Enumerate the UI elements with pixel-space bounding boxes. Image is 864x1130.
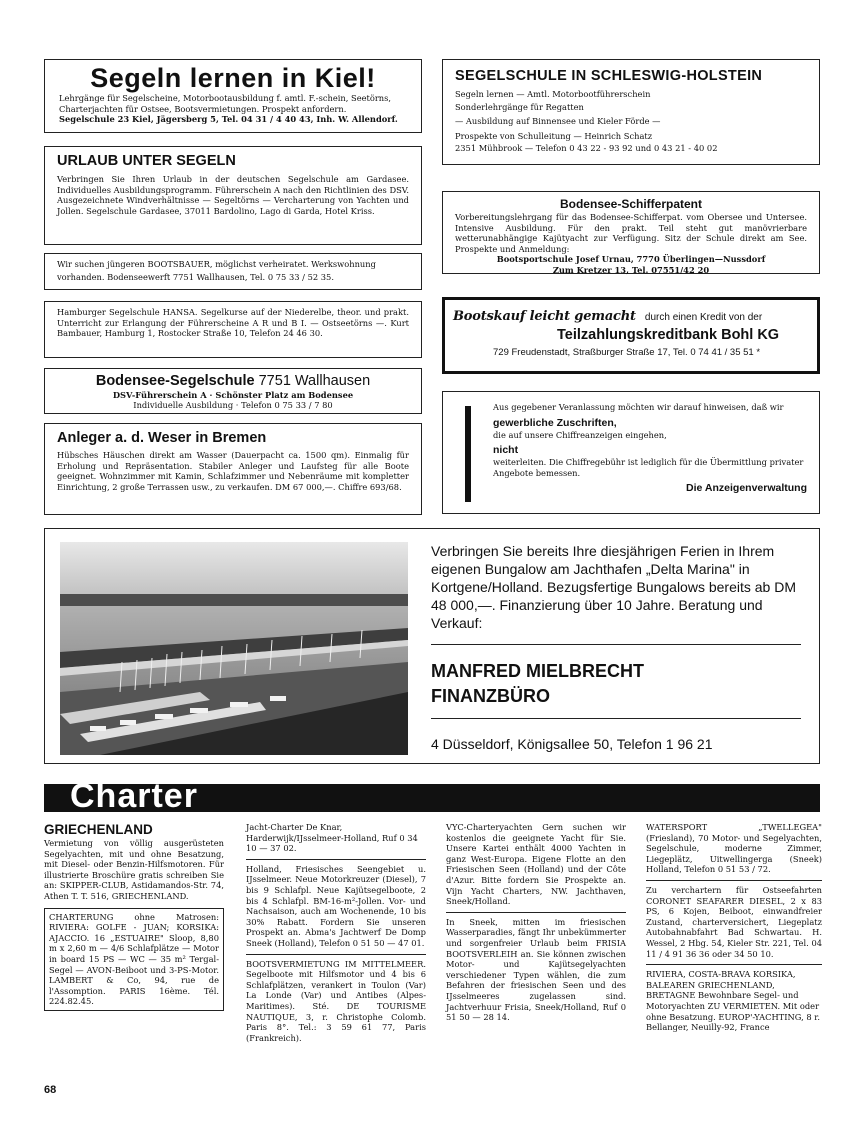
charter-col4-rule1 <box>646 880 822 881</box>
ad-schleswig-line4: Prospekte von Schulleitung — Heinrich Schatz <box>455 130 653 141</box>
charter-col-3 <box>446 822 626 1023</box>
charter-col1-heading: GRIECHENLAND <box>44 822 153 837</box>
page-number: 68 <box>44 1084 57 1096</box>
charter-col4-a: WATERSPORT „TWELLEGEA" (Friesland), 70 Motor- und Segelyachten, Segelschule, moderne Zimmer, Liegeplätz, Uitwellingerga (Sneek) Holland, Telefon 0 51 53 / 72. <box>646 822 822 875</box>
ad-bootsbauer <box>44 253 422 290</box>
charter-col-2 <box>246 822 426 1043</box>
ad-bootskauf-script: Bootskauf leicht gemacht <box>453 309 636 324</box>
charter-col3-rule <box>446 912 626 913</box>
charter-col3-b: In Sneek, mitten im friesischen Wasserparadies, fängt Ihr unbekümmerter und sorgenfreier Urlaub beim FRISIA BOOTSVERLEIH an. Sie können zwischen Motor- und Kajütsegelyachten verschiedener Typen wählen, die zum Befahren der friesischen Seen und des IJsselmeeres zugelassen sind. Jachtverhuur Frisia, Sneek/Holland, Ruf 0 51 50 — 28 14. <box>446 916 626 1023</box>
charter-col2-c: BOOTSVERMIETUNG IM MITTELMEER. Segelboote mit Hilfsmotor und 4 bis 6 Schlafplätzen, verankert in Toulon (Var) La Londe (Var) und Antibes (Alpes-Maritimes). Sté. DE TOURISME NAUTIQUE, 3, r. Christophe Colomb. Paris 8°. Tel.: 3 59 61 77, Paris (Frankreich). <box>246 958 426 1043</box>
ad-bootskauf-bank: Teilzahlungskreditbank Bohl KG <box>557 327 780 343</box>
ad-schifferpatent-body: Vorbereitungslehrgang für das Bodensee-Schifferpat. vom Obersee und Untersee. Intensive Ausbildung. Für den prakt. Teil steht gut manövrierbare wetterunabhängige Kajütyacht zur Verfügung. Sitz der Schule direkt am See. Prospekte und Anmeldung: <box>455 212 807 254</box>
ad-schleswig-title: SEGELSCHULE IN SCHLESWIG-HOLSTEIN <box>455 68 763 84</box>
ad-schifferpatent-title: Bodensee-Schifferpatent <box>559 197 703 211</box>
ad-wallhausen <box>44 368 422 414</box>
notice-intro: Aus gegebener Veranlassung möchten wir darauf hinweisen, daß wir <box>493 402 784 412</box>
ad-schleswig-line3: — Ausbildung auf Binnensee und Kieler Förde — <box>455 116 661 127</box>
ad-bootskauf-address: 729 Freudenstadt, Straßburger Straße 17, Tel. 0 74 41 / 35 51 * <box>493 347 761 358</box>
marina-rule-bottom <box>431 718 801 719</box>
ad-wallhausen-line2: Individuelle Ausbildung · Telefon 0 75 33 / 7 80 <box>133 400 333 410</box>
ad-weser-title: Anleger a. d. Weser in Bremen <box>57 430 267 446</box>
ad-schleswig-line5: 2351 Mühbrook — Telefon 0 43 22 - 93 92 und 0 43 21 - 40 02 <box>455 143 718 154</box>
charter-col2-a: Jacht-Charter De Knar, Harderwijk/IJsselmeer-Holland, Ruf 0 34 10 — 37 02. <box>246 822 418 854</box>
notice-bold2: nicht <box>493 444 519 457</box>
ad-kiel-body: Lehrgänge für Segelscheine, Motorbootausbildung f. amtl. F.-schein, Seetörns, Charterjachten für Ostsee, Bootsvermietungen. Prospekt anfordern. <box>59 93 392 114</box>
ad-schifferpatent <box>442 191 820 274</box>
charter-col2-rule2 <box>246 954 426 955</box>
ad-urlaub-title: URLAUB UNTER SEGELN <box>57 153 236 169</box>
charter-col1-body: Vermietung von völlig ausgerüsteten Segelyachten, mit und ohne Besatzung, mit Diesel- oder Benzin-Hilfsmotoren. Für illustrierte Broschüre gratis schreiben Sie an: SKIPPER-CLUB, Astidamandos-Str. 74, Athen T. T. 516, GRIECHENLAND. <box>44 838 224 901</box>
marina-photo-svg <box>60 542 408 755</box>
charter-col1-box <box>44 908 224 1011</box>
ad-marina <box>44 528 820 764</box>
charter-col1-box-text: CHARTERUNG ohne Matrosen: RIVIERA: GOLFE - JUAN; KORSIKA: AJACCIO. 16 „ESTUAIRE" Sloop, 8,80 m x 2,60 m — 4/6 Schlafplätze — Motor in board 15 PS — WC — 35 m² Tergal-Segel — AVON-Beiboot und 3-PS-Motor. LAMBERT & Co, 94, rue de l'Assomption. PARIS 16ème. Tél. 224.82.45. <box>49 911 219 1007</box>
charter-col2-b: Holland, Friesisches Seengebiet u. IJsselmeer. Neue Motorkreuzer (Diesel), 7 bis 9 Schlafpl. Neue Kajütsegelboote, 2 bis 4 Schlafpl. BM-16-m²-Jollen. Vor- und Nachsaison, auch am Wochenende, 10 bis 30% Rabatt. Fordern Sie unseren Prospekt an. Abma's Jachtwerf De Domp Sneek (Holland), Telefon 0 51 50 — 47 01. <box>246 863 426 948</box>
ad-wallhausen-title-rest: 7751 Wallhausen <box>254 373 371 389</box>
marina-photo <box>60 542 408 755</box>
notice-signature: Die Anzeigenverwaltung <box>686 482 807 495</box>
ad-anzeigenverwaltung <box>442 391 820 514</box>
ad-wallhausen-title-bold: Bodensee-Segelschule <box>95 373 255 389</box>
charter-col4-b: Zu verchartern für Ostseefahrten CORONET SEAFARER DIESEL, 2 x 83 PS, 6 Kojen, Beiboot, einwandfreier Zustand, charterversichert, Liegeplatz Autobahnabfahrt Bad Schwartau. H. Wessel, 2 Hbg. 54, Kieler Str. 221, Tel. 04 11 / 4 91 36 36 oder 34 50 10. <box>646 884 822 959</box>
ad-schifferpatent-contact1: Bootsportschule Josef Urnau, 7770 Überlingen—Nussdorf <box>496 254 766 265</box>
marina-body: Verbringen Sie bereits Ihre diesjährigen Ferien in Ihrem eigenen Bungalow am Jachthafen „Delta Marina" in Kortgene/Holland. Bezugsfertige Bungalows bereits ab DM 48 000,—. Finanzierung über 10 Jahre. Beratung und Verkauf: <box>431 543 796 631</box>
ad-bootskauf <box>442 297 820 374</box>
ad-kiel-title: Segeln lernen in Kiel! <box>90 63 376 93</box>
notice-bar <box>465 406 471 502</box>
charter-banner <box>44 777 820 815</box>
marina-address: 4 Düsseldorf, Königsallee 50, Telefon 1 96 21 <box>431 736 713 752</box>
ad-hansa <box>44 301 422 358</box>
marina-name1: MANFRED MIELBRECHT <box>431 661 644 681</box>
marina-rule-top <box>431 644 801 645</box>
charter-col4-rule2 <box>646 964 822 965</box>
marina-name2: FINANZBÜRO <box>431 686 550 706</box>
ad-hansa-text: Hamburger Segelschule HANSA. Segelkurse auf der Niederelbe, theor. und prakt. Unterricht zur Erlangung der Führerscheine A R und B I. — Ostseetörns —. Kurt Bambauer, Hamburg 1, Rostocker Straße 10, Telefon 24 46 30. <box>57 307 409 339</box>
ad-schleswig-line2: Sonderlehrgänge für Regatten <box>455 101 584 112</box>
ad-schleswig <box>442 59 820 165</box>
ad-bootskauf-headline <box>453 305 809 324</box>
ad-kiel <box>44 59 422 133</box>
ad-schifferpatent-contact2: Zum Kretzer 13, Tel. 07551/42 20 <box>552 264 710 275</box>
ad-weser <box>44 423 422 515</box>
ad-bootskauf-tail: durch einen Kredit von der <box>644 312 763 323</box>
charter-col-1 <box>44 822 224 1011</box>
ad-kiel-contact: Segelschule 23 Kiel, Jägersberg 5, Tel. 04 31 / 4 40 43, Inh. W. Allendorf. <box>59 114 398 125</box>
ad-schleswig-line1: Segeln lernen — Amtl. Motorbootführerschein <box>455 89 651 99</box>
charter-col4-c: RIVIERA, COSTA-BRAVA KORSIKA, BALEAREN GRIECHENLAND, BRETAGNE Bewohnbare Segel- und Motoryachten ZU VERMIETEN. Mit oder ohne Besatzung. EUROP'-YACHTING, 8 r. Bellanger, Neuilly-92, France <box>646 969 820 1033</box>
notice-mid: die auf unsere Chiffreanzeigen eingehen, <box>493 429 667 440</box>
ad-wallhausen-title <box>57 372 409 390</box>
charter-banner-title: Charter <box>70 777 198 815</box>
ad-weser-body: Hübsches Häuschen direkt am Wasser (Dauerpacht ca. 1500 qm). Einmalig für Erholung und Repräsentation. Stabiler Anleger und Laufsteg für alle Boote geeignet. Wohnzimmer mit Kamin, Schlafzimmer und Nebenräume mit kompletter Einrichtung, 2 große Terrassen usw., zu verkaufen. DM 67 000,—. Chiffre 693/68. <box>57 450 409 492</box>
notice-body: weiterleiten. Die Chiffregebühr ist lediglich für die Übermittlung privater Angebote bemessen. <box>493 457 804 478</box>
ad-wallhausen-line1: DSV-Führerschein A · Schönster Platz am Bodensee <box>112 390 354 400</box>
ad-bootsbauer-text: Wir suchen jüngeren BOOTSBAUER, möglichst verheiratet. Werkswohnung vorhanden. Bodenseewerft 7751 Wallhausen, Tel. 0 75 33 / 52 35. <box>57 259 376 282</box>
ad-urlaub <box>44 146 422 245</box>
charter-col2-rule1 <box>246 859 426 860</box>
ad-urlaub-body: Verbringen Sie Ihren Urlaub in der deutschen Segelschule am Gardasee. Individuelles Ausbildungsprogramm. Führerschein A nach den Richtlinien des DSV. Ausgezeichnete Windverhältnisse — Segeltörns — Vercharterung von Yachten und Jollen. Segelschule Gardasee, 37011 Bardolino, Lago di Garda, Hotel Kriss. <box>57 174 409 216</box>
notice-bold1: gewerbliche Zuschriften, <box>493 416 617 429</box>
charter-col-4 <box>646 822 822 1033</box>
charter-col3-a: VYC-Charteryachten Gern suchen wir kostenlos die geeignete Yacht für Sie. Unsere Kartei enthält 4000 Yachten in ganz West-Europa. Eigene Flotte an den Friesischen Seen (Holland) und der Côte d'Azur. Bitte fordern Sie Prospekte an. Vijn Yacht Charters, NW. Jachthaven, Sneek/Holland. <box>446 822 626 907</box>
